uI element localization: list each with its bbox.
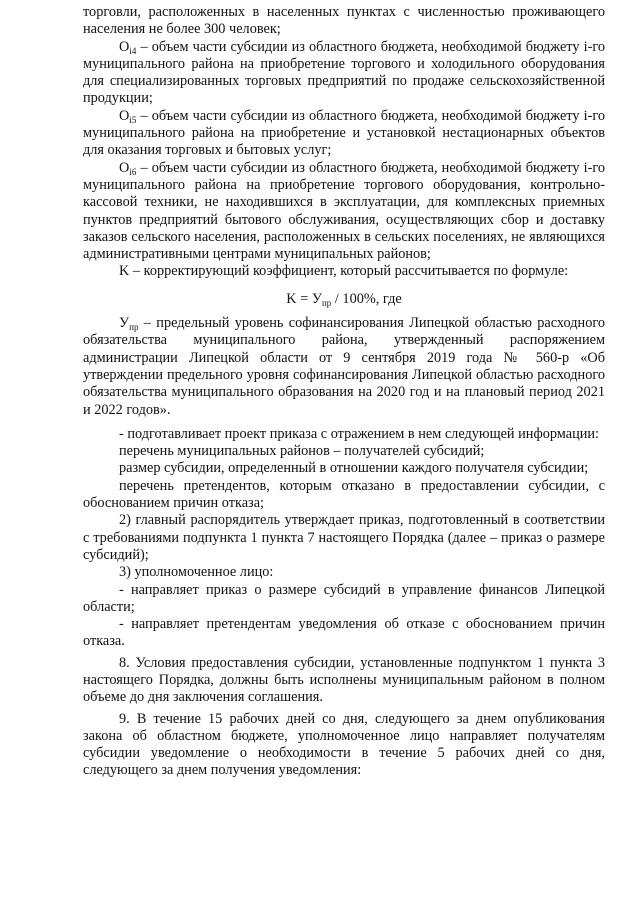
- paragraph-k-coefficient: K – корректирующий коэффициент, который рассчитывается по формуле:: [119, 263, 569, 280]
- formula-right: / 100%, где: [331, 290, 402, 307]
- formula-subscript: пр: [321, 297, 332, 308]
- symbol-o: O: [119, 159, 130, 176]
- paragraph-rural-trade-tail: торговли, расположенных в населенных пунктах с численностью проживающего населения не более 300 человек;: [83, 4, 605, 38]
- formula-left: K = У: [286, 290, 322, 307]
- symbol-o: O: [119, 107, 130, 124]
- formula-k: [83, 291, 605, 308]
- paragraph-item-2: 2) главный распорядитель утверждает приказ, подготовленный в соответствии с требованиями подпункта 1 пункта 7 настоящего Порядка (далее – приказ о размере субсидий);: [83, 512, 605, 563]
- paragraph-upr-definition: [83, 315, 605, 419]
- paragraph-section-9: 9. В течение 15 рабочих дней со дня, следующего за днем опубликования закона об областном бюджете, уполномоченное лицо направляет получателям субсидии уведомление о необходимости в течение 5 рабочих дней со дня, следующего за днем получения уведомления:: [83, 710, 605, 779]
- document-page: [83, 4, 605, 780]
- paragraph-oi5-definition: [83, 108, 605, 160]
- symbol-o: O: [119, 38, 130, 55]
- paragraph-oi6-definition: [83, 160, 605, 264]
- paragraph-list-districts: перечень муниципальных районов – получателей субсидий;: [119, 443, 485, 460]
- oi5-text: – объем части субсидии из областного бюджета, необходимой бюджету i-го муниципального района на приобретение и установкой нестационарных объектов для оказания торговых и бытовых услуг;: [83, 107, 605, 159]
- paragraph-item-3: 3) уполномоченное лицо:: [119, 564, 274, 581]
- oi6-text: – объем части субсидии из областного бюджета, необходимой бюджету i-го муниципального района на приобретение торгового оборудования, контрольно-кассовой техники, не находившихся в эксплуатации, для комплексных приемных пунктов предприятий бытового обслуживания, осуществляющих сбор и доставку заказов сельского населения, расположенных в сельских поселениях, не являющихся административными центрами муниципальных районов;: [83, 159, 605, 263]
- subscript-i6: i6: [129, 166, 137, 177]
- paragraph-send-order: - направляет приказ о размере субсидий в управление финансов Липецкой области;: [83, 581, 605, 615]
- paragraph-subsidy-size: размер субсидии, определенный в отношении каждого получателя субсидии;: [119, 460, 589, 477]
- oi4-text: – объем части субсидии из областного бюджета, необходимой бюджету i-го муниципального района на приобретение торгового и холодильного оборудования для специализированных торговых предприятий по продаже сельскохозяйственной продукции;: [83, 38, 605, 107]
- subscript-i5: i5: [129, 114, 137, 125]
- paragraph-oi4-definition: [83, 39, 605, 108]
- paragraph-section-8: 8. Условия предоставления субсидии, установленные подпунктом 1 пункта 3 настоящего Порядка, должны быть исполнены муниципальным районом в полном объеме до дня заключения соглашения.: [83, 654, 605, 706]
- upr-text: – предельный уровень софинансирования Липецкой областью расходного обязательства муниципального района, утвержденный распоряжением администрации Липецкой области от 9 сентября 2019 года № 560-р «Об утверждении предельного уровня софинансирования Липецкой областью расходного обязательства муниципального образования на 2020 год и на плановый период 2021 и 2022 годов».: [83, 315, 605, 418]
- symbol-u: У: [119, 315, 130, 332]
- subscript-i4: i4: [129, 45, 137, 56]
- subscript-pr: пр: [129, 322, 139, 333]
- paragraph-prepare-order: - подготавливает проект приказа с отражением в нем следующей информации:: [119, 425, 600, 442]
- paragraph-send-refusals: - направляет претендентам уведомления об отказе с обоснованием причин отказа.: [83, 616, 605, 650]
- paragraph-refused-list: перечень претендентов, которым отказано в предоставлении субсидии, с обоснованием причин отказа;: [83, 477, 605, 512]
